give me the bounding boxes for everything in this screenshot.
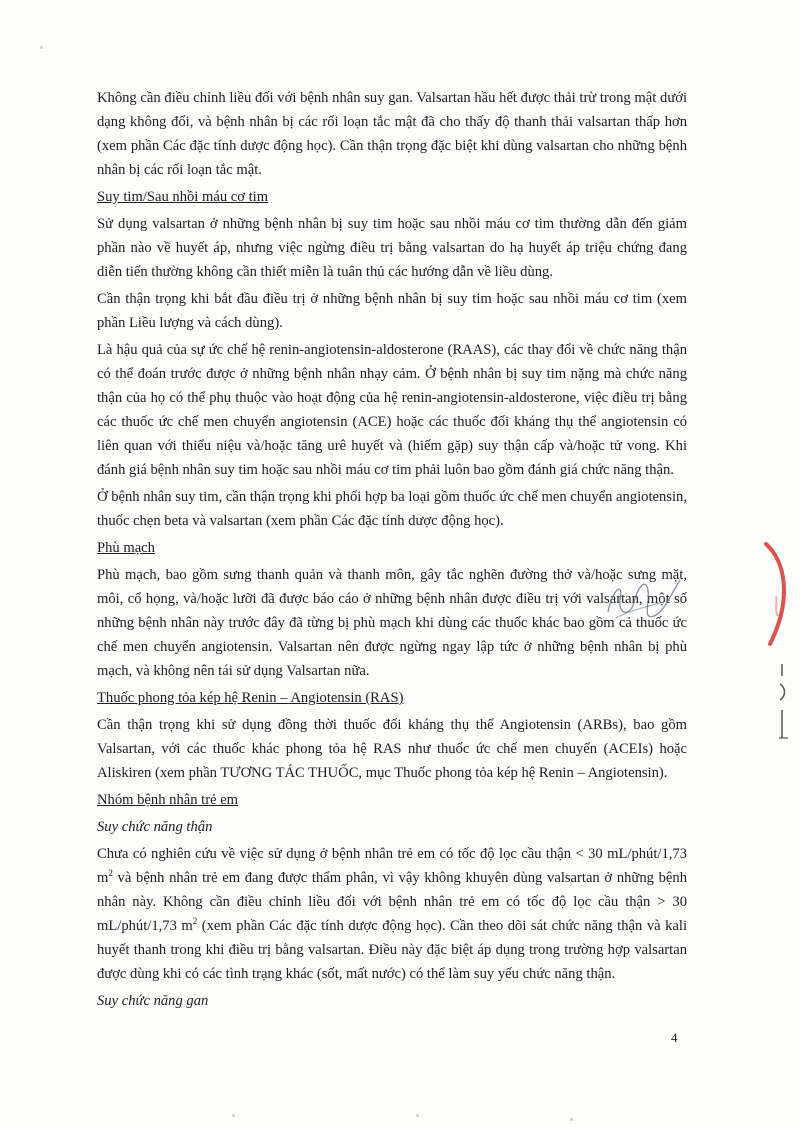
paragraph: Ở bệnh nhân suy tim, cần thận trọng khi phối hợp ba loại gồm thuốc ức chế men chuyển angiotensin, thuốc chẹn beta và valsartan (xem phần Các đặc tính dược động học).	[97, 489, 687, 529]
scan-speck	[416, 1114, 419, 1117]
document-body	[97, 86, 687, 1016]
page-number: 4	[671, 1030, 678, 1045]
scan-speck	[570, 1118, 573, 1121]
text-span: (xem phần Các đặc tính dược động học). Cần theo dõi sát chức năng thận và kali huyết thanh trong khi điều trị bằng valsartan. Điều này đặc biệt áp dụng trong trường hợp valsartan được dùng khi có các tình trạng khác (sốt, mất nước) có thể làm suy yếu chức năng thận.	[97, 918, 688, 982]
paragraph-renal-impairment	[97, 842, 687, 986]
paragraph: Là hậu quả của sự ức chế hệ renin-angiotensin-aldosterone (RAAS), các thay đổi về chức năng thận có thể đoán trước được ở những bệnh nhân nhạy cảm. Ở bệnh nhân bị suy tim nặng mà chức năng thận của họ có thể phụ thuộc vào hoạt động của hệ renin-angiotensin-aldosterone, việc điều trị bằng các thuốc ức chế men chuyển angiotensin (ACE) hoặc các thuốc đối kháng thụ thể angiotensin có liên quan với thiểu niệu và/hoặc tăng urê huyết và (hiếm gặp) suy thận cấp và/hoặc tử vong. Khi đánh giá bệnh nhân suy tim hoặc sau nhồi máu cơ tim phải luôn bao gồm đánh giá chức năng thận.	[97, 342, 687, 478]
signature-scribble	[590, 560, 690, 630]
section-heading-heart-failure: Suy tim/Sau nhồi máu cơ tim	[97, 189, 269, 205]
subheading-hepatic-impairment: Suy chức năng gan	[97, 993, 209, 1009]
scan-speck	[232, 1114, 235, 1117]
scan-marks	[776, 662, 796, 742]
section-heading-dual-ras-blockade: Thuốc phong tỏa kép hệ Renin – Angiotensin (RAS)	[97, 690, 404, 706]
superscript: 2	[108, 868, 113, 879]
paragraph: Phù mạch, bao gồm sưng thanh quản và thanh môn, gây tắc nghẽn đường thở và/hoặc sưng mặt, môi, cổ họng, và/hoặc lưỡi đã được báo cáo ở những bệnh nhân được điều trị với valsartan, một số những bệnh nhân này trước đây đã từng bị phù mạch khi dùng các thuốc khác bao gồm cả thuốc ức chế men chuyển angiotensin. Valsartan nên được ngừng ngay lập tức ở những bệnh nhân bị phù mạch, và không nên tái sử dụng Valsartan nữa.	[97, 567, 687, 679]
scan-speck	[40, 46, 43, 49]
section-heading-angioedema: Phù mạch	[97, 540, 155, 556]
stamp-mark	[752, 540, 796, 650]
paragraph: Không cần điều chỉnh liều đối với bệnh nhân suy gan. Valsartan hầu hết được thải trừ trong mật dưới dạng không đổi, và bệnh nhân bị các rối loạn tắc mật đã cho thấy độ thanh thải valsartan thấp hơn (xem phần Các đặc tính dược động học). Cần thận trọng đặc biệt khi dùng valsartan cho những bệnh nhân bị các rối loạn tắc mật.	[97, 90, 687, 178]
section-heading-pediatric: Nhóm bệnh nhân trẻ em	[97, 792, 239, 808]
superscript: 2	[192, 916, 198, 927]
text-span: và bệnh nhân trẻ em đang được thẩm phân, vì vậy không khuyên dùng valsartan ở những bệnh nhân này. Không cần điều chỉnh liều đối với bệnh nhân trẻ em có tốc độ lọc cầu thận > 30 mL/phút/1,73 m	[97, 870, 687, 934]
paragraph: Sử dụng valsartan ở những bệnh nhân bị suy tim hoặc sau nhồi máu cơ tim thường dẫn đến giảm phần nào về huyết áp, nhưng việc ngừng điều trị bằng valsartan do hạ huyết áp triệu chứng đang diễn tiến thường không cần thiết miễn là tuân thủ các hướng dẫn về liều dùng.	[97, 216, 687, 280]
text-span: Chưa có nghiên cứu về việc sử dụng ở bệnh nhân trẻ em có tốc độ lọc cầu thận < 30 mL/phút/1,73 m	[97, 846, 687, 886]
subheading-renal-impairment: Suy chức năng thận	[97, 819, 213, 835]
paragraph: Cần thận trọng khi sử dụng đồng thời thuốc đối kháng thụ thể Angiotensin (ARBs), bao gồm Valsartan, với các thuốc khác phong tỏa hệ RAS như thuốc ức chế men chuyển (ACEIs) hoặc Aliskiren (xem phần TƯƠNG TÁC THUỐC, mục Thuốc phong tỏa kép hệ Renin – Angiotensin).	[97, 717, 687, 781]
paragraph: Cần thận trọng khi bắt đầu điều trị ở những bệnh nhân bị suy tim hoặc sau nhồi máu cơ tim (xem phần Liều lượng và cách dùng).	[97, 291, 687, 331]
